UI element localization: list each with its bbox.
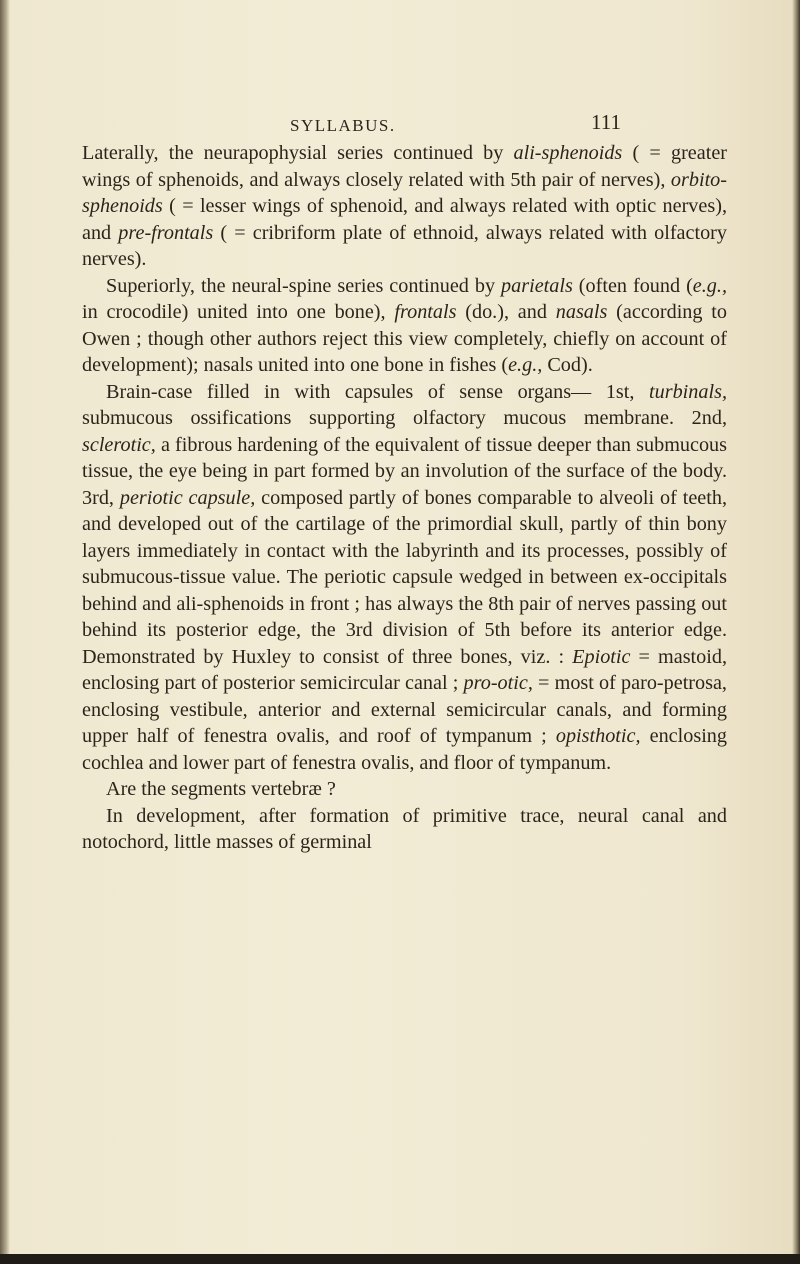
text-run: composed partly of bones comparable to alveoli of teeth, and developed out of the cartilage of the primordial skull, partly of thin bony layers immediately in contact with the labyrinth and its processes, possibly of submucous-tissue value. The periotic capsule wedged in between ex-occipitals behind and ali-sphenoids in front ; has always the 8th pair of nerves passing out behind its posterior edge, the 3rd division of 5th before its anterior edge. Demonstrated by Huxley to consist of three bones, viz. : (82, 486, 727, 668)
italic-term: frontals (394, 301, 457, 323)
italic-term: e.g., (508, 354, 543, 376)
text-run: In development, after formation of primitive trace, neural canal and notochord, little masses of germinal (82, 804, 727, 853)
text-run: in crocodile) united into one bone), (82, 301, 395, 323)
paragraph-development (82, 803, 727, 856)
text-run: (do.), and (456, 301, 556, 323)
text-run: (often found ( (572, 274, 693, 297)
text-run: ( = lesser wings of sphenoid, and always related with optic nerves), and (82, 195, 727, 244)
text-run: enclosing cochlea and lower part of fenestra ovalis, and floor of tympanum. (82, 725, 727, 774)
italic-term: nasals (555, 301, 608, 323)
running-head: SYLLABUS. (290, 116, 396, 135)
text-run: Brain-case filled in with capsules of sense organs— 1st, (106, 380, 650, 403)
italic-term: periotic capsule, (119, 486, 256, 509)
text-run: Are the segments vertebræ ? (106, 778, 336, 800)
text-run: Cod). (542, 354, 593, 376)
paragraph-question (82, 776, 727, 803)
italic-term: sclerotic, (82, 433, 156, 456)
italic-term: turbinals, (649, 380, 727, 403)
page-gutter-shadow (0, 0, 10, 1264)
text-run: a fibrous hardening of the equivalent of tissue deeper than submucous tissue, the eye being in part formed by an involution of the surface of the body. 3rd, (82, 433, 727, 509)
text-run: (according to Owen ; though other authors reject this view completely, chiefly on account of development); nasals united into one bone in fishes ( (82, 301, 727, 376)
paragraph-brain-case (82, 379, 727, 777)
italic-term: e.g., (692, 274, 727, 297)
scan-bottom-edge (0, 1254, 800, 1264)
paragraph-laterally (82, 140, 727, 273)
italic-term: opisthotic, (555, 725, 641, 747)
text-run: = mastoid, enclosing part of posterior semicircular canal ; (82, 645, 728, 694)
text-run: ( = greater wings of sphenoids, and always closely related with 5th pair of nerves), (82, 142, 728, 191)
text-run: submucous ossifications supporting olfactory mucous membrane. 2nd, (82, 407, 727, 429)
text-run: = most of paro-petrosa, enclosing vestibule, anterior and external semicircular canals, and forming upper half of fenestra ovalis, and roof of tympanum ; (82, 672, 727, 747)
page-edge-shadow (792, 0, 800, 1264)
paragraph-superiorly (82, 273, 727, 379)
italic-term: pre-frontals (118, 221, 214, 244)
italic-term: orbito-sphenoids (82, 168, 727, 217)
text-run: ( = cribriform plate of ethnoid, always related with olfactory nerves). (82, 221, 727, 270)
page-number: 111 (591, 110, 621, 134)
text-run: Superiorly, the neural-spine series continued by (106, 274, 502, 297)
italic-term: Epiotic (572, 645, 631, 668)
page-header (0, 110, 800, 140)
italic-term: pro-otic, (463, 672, 533, 694)
italic-term: parietals (501, 274, 573, 297)
text-run: Laterally, the neurapophysial series continued by (82, 142, 514, 164)
italic-term: ali-sphenoids (513, 142, 623, 164)
body-text (82, 140, 727, 856)
